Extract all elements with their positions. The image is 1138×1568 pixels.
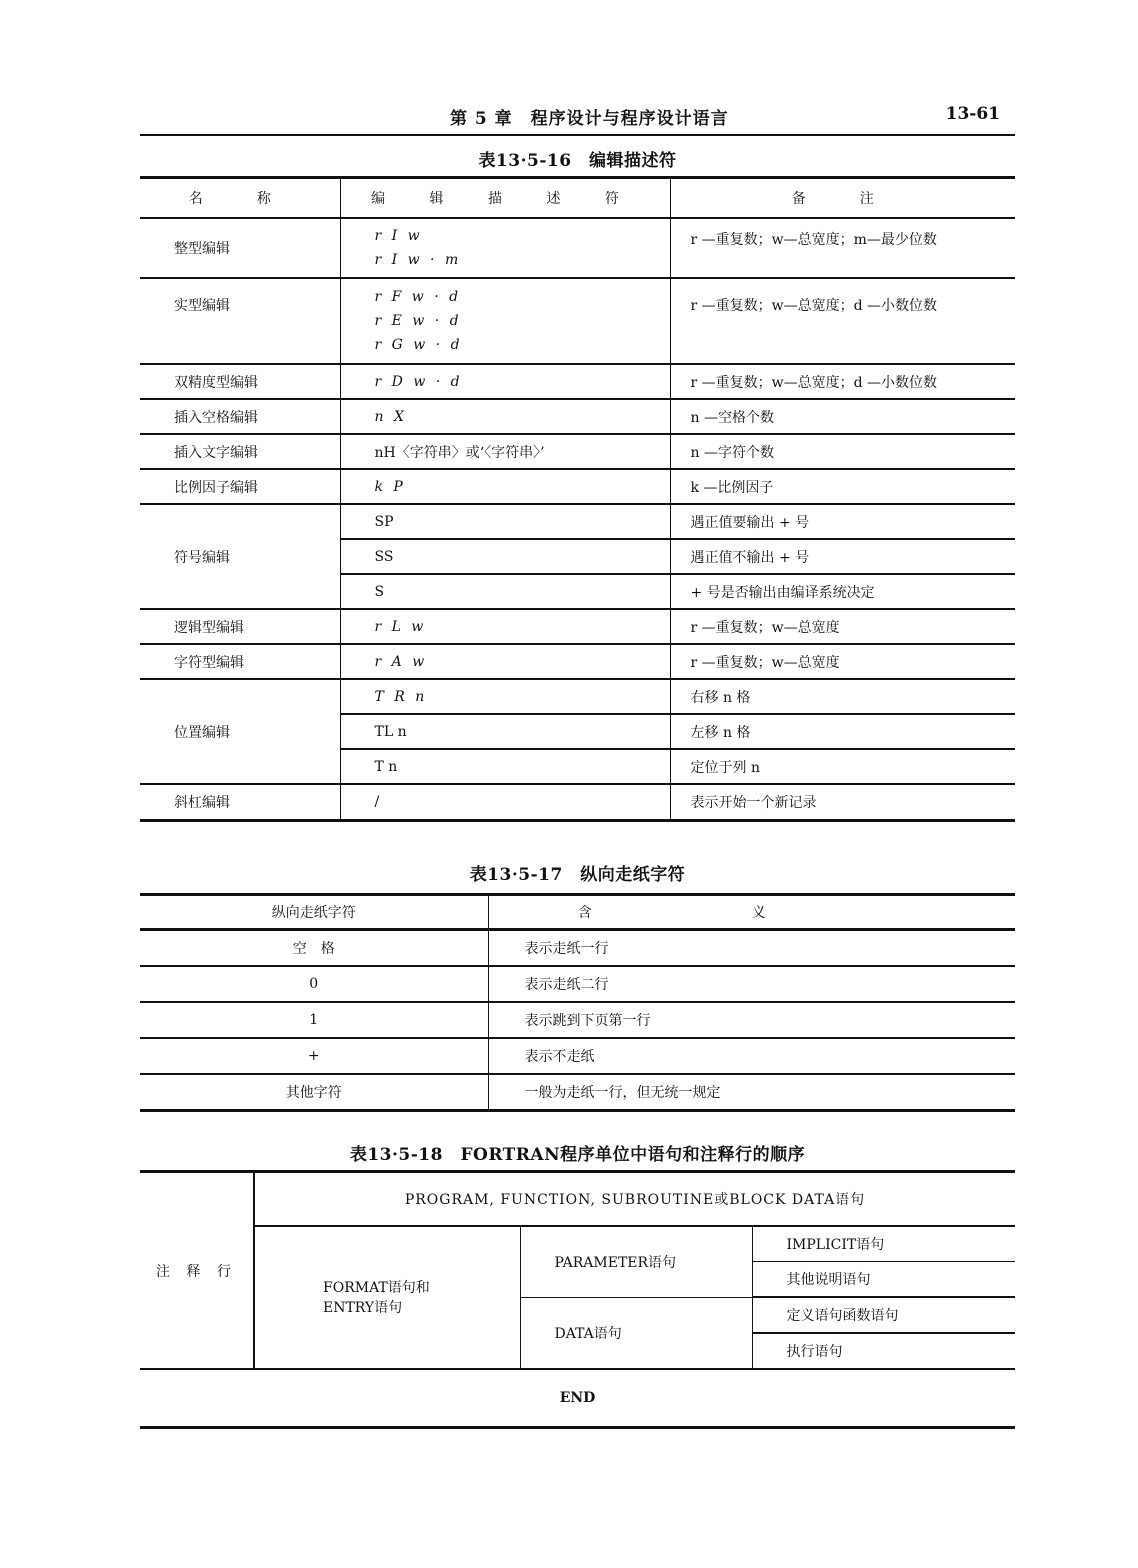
feed-char: 0 bbox=[140, 966, 488, 1002]
table1-caption: 表13·5-16 编辑描述符 bbox=[478, 151, 677, 171]
row-note: r —重复数；w—总宽度；m—最少位数 bbox=[670, 218, 1015, 278]
column-header-meaning: 含义 bbox=[488, 895, 1015, 930]
implicit-statement: IMPLICIT语句 bbox=[752, 1226, 1015, 1262]
end-statement: END bbox=[140, 1369, 1015, 1428]
row-name: 整型编辑 bbox=[140, 218, 340, 278]
row-name: 插入空格编辑 bbox=[140, 399, 340, 434]
row-name: 双精度型编辑 bbox=[140, 364, 340, 399]
table-row bbox=[140, 399, 1015, 434]
row-note: r —重复数；w—总宽度 bbox=[670, 609, 1015, 644]
row-note: 遇正值不输出 + 号 bbox=[670, 539, 1015, 574]
parameter-statement: PARAMETER语句 bbox=[520, 1226, 752, 1297]
feed-char: 其他字符 bbox=[140, 1074, 488, 1111]
descriptor: r D w · d bbox=[340, 364, 670, 399]
table-row bbox=[140, 1002, 1015, 1038]
feed-meaning: 一般为走纸一行，但无统一规定 bbox=[488, 1074, 1015, 1111]
descriptor: r E w · d bbox=[374, 313, 462, 329]
row-note: r —重复数；w—总宽度；d —小数位数 bbox=[670, 278, 1015, 364]
format-line: FORMAT语句和 bbox=[323, 1279, 430, 1296]
table-row bbox=[140, 609, 1015, 644]
table-header-row bbox=[140, 178, 1015, 219]
feed-meaning: 表示不走纸 bbox=[488, 1038, 1015, 1074]
table-row bbox=[140, 930, 1015, 967]
table-row bbox=[140, 1038, 1015, 1074]
descriptor: T R n bbox=[340, 679, 670, 714]
header-rule bbox=[140, 134, 1015, 136]
table-row bbox=[140, 278, 1015, 364]
table-row bbox=[140, 644, 1015, 679]
table-row bbox=[140, 1226, 1015, 1262]
descriptor: nH〈字符串〉或‘〈字符串〉’ bbox=[340, 434, 670, 469]
row-name: 实型编辑 bbox=[140, 278, 340, 364]
comment-lines-label: 注 释 行 bbox=[140, 1172, 254, 1370]
row-name: 比例因子编辑 bbox=[140, 469, 340, 504]
end-row bbox=[140, 1369, 1015, 1428]
feed-char: 1 bbox=[140, 1002, 488, 1038]
edit-descriptor-table bbox=[140, 176, 1015, 822]
other-spec-statements: 其他说明语句 bbox=[752, 1262, 1015, 1298]
table-row bbox=[140, 504, 1015, 539]
table-header-row bbox=[140, 895, 1015, 930]
entry-line: ENTRY语句 bbox=[323, 1299, 403, 1316]
program-statements: PROGRAM, FUNCTION, SUBROUTINE或BLOCK DATA语句 bbox=[254, 1172, 1015, 1227]
descriptor: r A w bbox=[340, 644, 670, 679]
descriptor: r I w bbox=[374, 228, 423, 244]
chapter-title: 第 5 章 程序设计与程序设计语言 bbox=[450, 109, 729, 129]
descriptor: T n bbox=[340, 749, 670, 784]
table-row bbox=[140, 679, 1015, 714]
row-note: k —比例因子 bbox=[670, 469, 1015, 504]
table-row bbox=[140, 218, 1015, 278]
descriptor: TL n bbox=[340, 714, 670, 749]
row-name: 字符型编辑 bbox=[140, 644, 340, 679]
row-note: 右移 n 格 bbox=[670, 679, 1015, 714]
executable-statements: 执行语句 bbox=[786, 1344, 843, 1360]
feed-meaning: 表示走纸二行 bbox=[488, 966, 1015, 1002]
program-row bbox=[140, 1172, 1015, 1227]
column-header-note: 备 注 bbox=[670, 178, 1015, 219]
row-note: r —重复数；w—总宽度；d —小数位数 bbox=[670, 364, 1015, 399]
table3-caption: 表13·5-18 FORTRAN程序单位中语句和注释行的顺序 bbox=[349, 1145, 806, 1165]
row-note: + 号是否输出由编译系统决定 bbox=[670, 574, 1015, 609]
table-row bbox=[140, 364, 1015, 399]
descriptor: k P bbox=[340, 469, 670, 504]
data-statement: DATA语句 bbox=[520, 1297, 752, 1369]
row-note: r —重复数；w—总宽度 bbox=[670, 644, 1015, 679]
format-entry-statements bbox=[254, 1226, 520, 1369]
row-note: 表示开始一个新记录 bbox=[670, 784, 1015, 820]
descriptor: r G w · d bbox=[374, 337, 463, 353]
running-head bbox=[140, 104, 1015, 134]
feed-char: 空 格 bbox=[140, 930, 488, 967]
page-number: 13-61 bbox=[945, 104, 1000, 124]
descriptor: r I w · m bbox=[374, 252, 462, 268]
table2-caption: 表13·5-17 纵向走纸字符 bbox=[469, 865, 686, 885]
descriptor: SS bbox=[340, 539, 670, 574]
row-name: 位置编辑 bbox=[140, 679, 340, 784]
row-descriptors bbox=[340, 218, 670, 278]
column-header-name: 名 称 bbox=[140, 178, 340, 219]
column-header-char: 纵向走纸字符 bbox=[140, 895, 488, 930]
descriptor: r L w bbox=[340, 609, 670, 644]
feed-meaning: 表示走纸一行 bbox=[488, 930, 1015, 967]
table-row bbox=[140, 966, 1015, 1002]
descriptor: r F w · d bbox=[374, 289, 462, 305]
row-name: 斜杠编辑 bbox=[140, 784, 340, 820]
row-name: 逻辑型编辑 bbox=[140, 609, 340, 644]
table-row bbox=[140, 469, 1015, 504]
statement-function-statements: 定义语句函数语句 bbox=[752, 1297, 1015, 1333]
row-descriptors bbox=[340, 278, 670, 364]
descriptor: / bbox=[340, 784, 670, 820]
row-name: 插入文字编辑 bbox=[140, 434, 340, 469]
row-name: 符号编辑 bbox=[140, 504, 340, 609]
feed-char: + bbox=[140, 1038, 488, 1074]
row-note: 左移 n 格 bbox=[670, 714, 1015, 749]
table-row bbox=[140, 434, 1015, 469]
descriptor: SP bbox=[340, 504, 670, 539]
row-note: 遇正值要输出 + 号 bbox=[670, 504, 1015, 539]
paper-feed-table bbox=[140, 893, 1015, 1112]
table-row bbox=[140, 784, 1015, 820]
table-row bbox=[140, 1074, 1015, 1111]
row-note: 定位于列 n bbox=[670, 749, 1015, 784]
row-note: n —空格个数 bbox=[670, 399, 1015, 434]
column-header-descriptor: 编 辑 描 述 符 bbox=[340, 178, 670, 219]
feed-meaning: 表示跳到下页第一行 bbox=[488, 1002, 1015, 1038]
descriptor: S bbox=[340, 574, 670, 609]
descriptor: n X bbox=[340, 399, 670, 434]
statement-order-table bbox=[140, 1170, 1015, 1429]
row-note: n —字符个数 bbox=[670, 434, 1015, 469]
